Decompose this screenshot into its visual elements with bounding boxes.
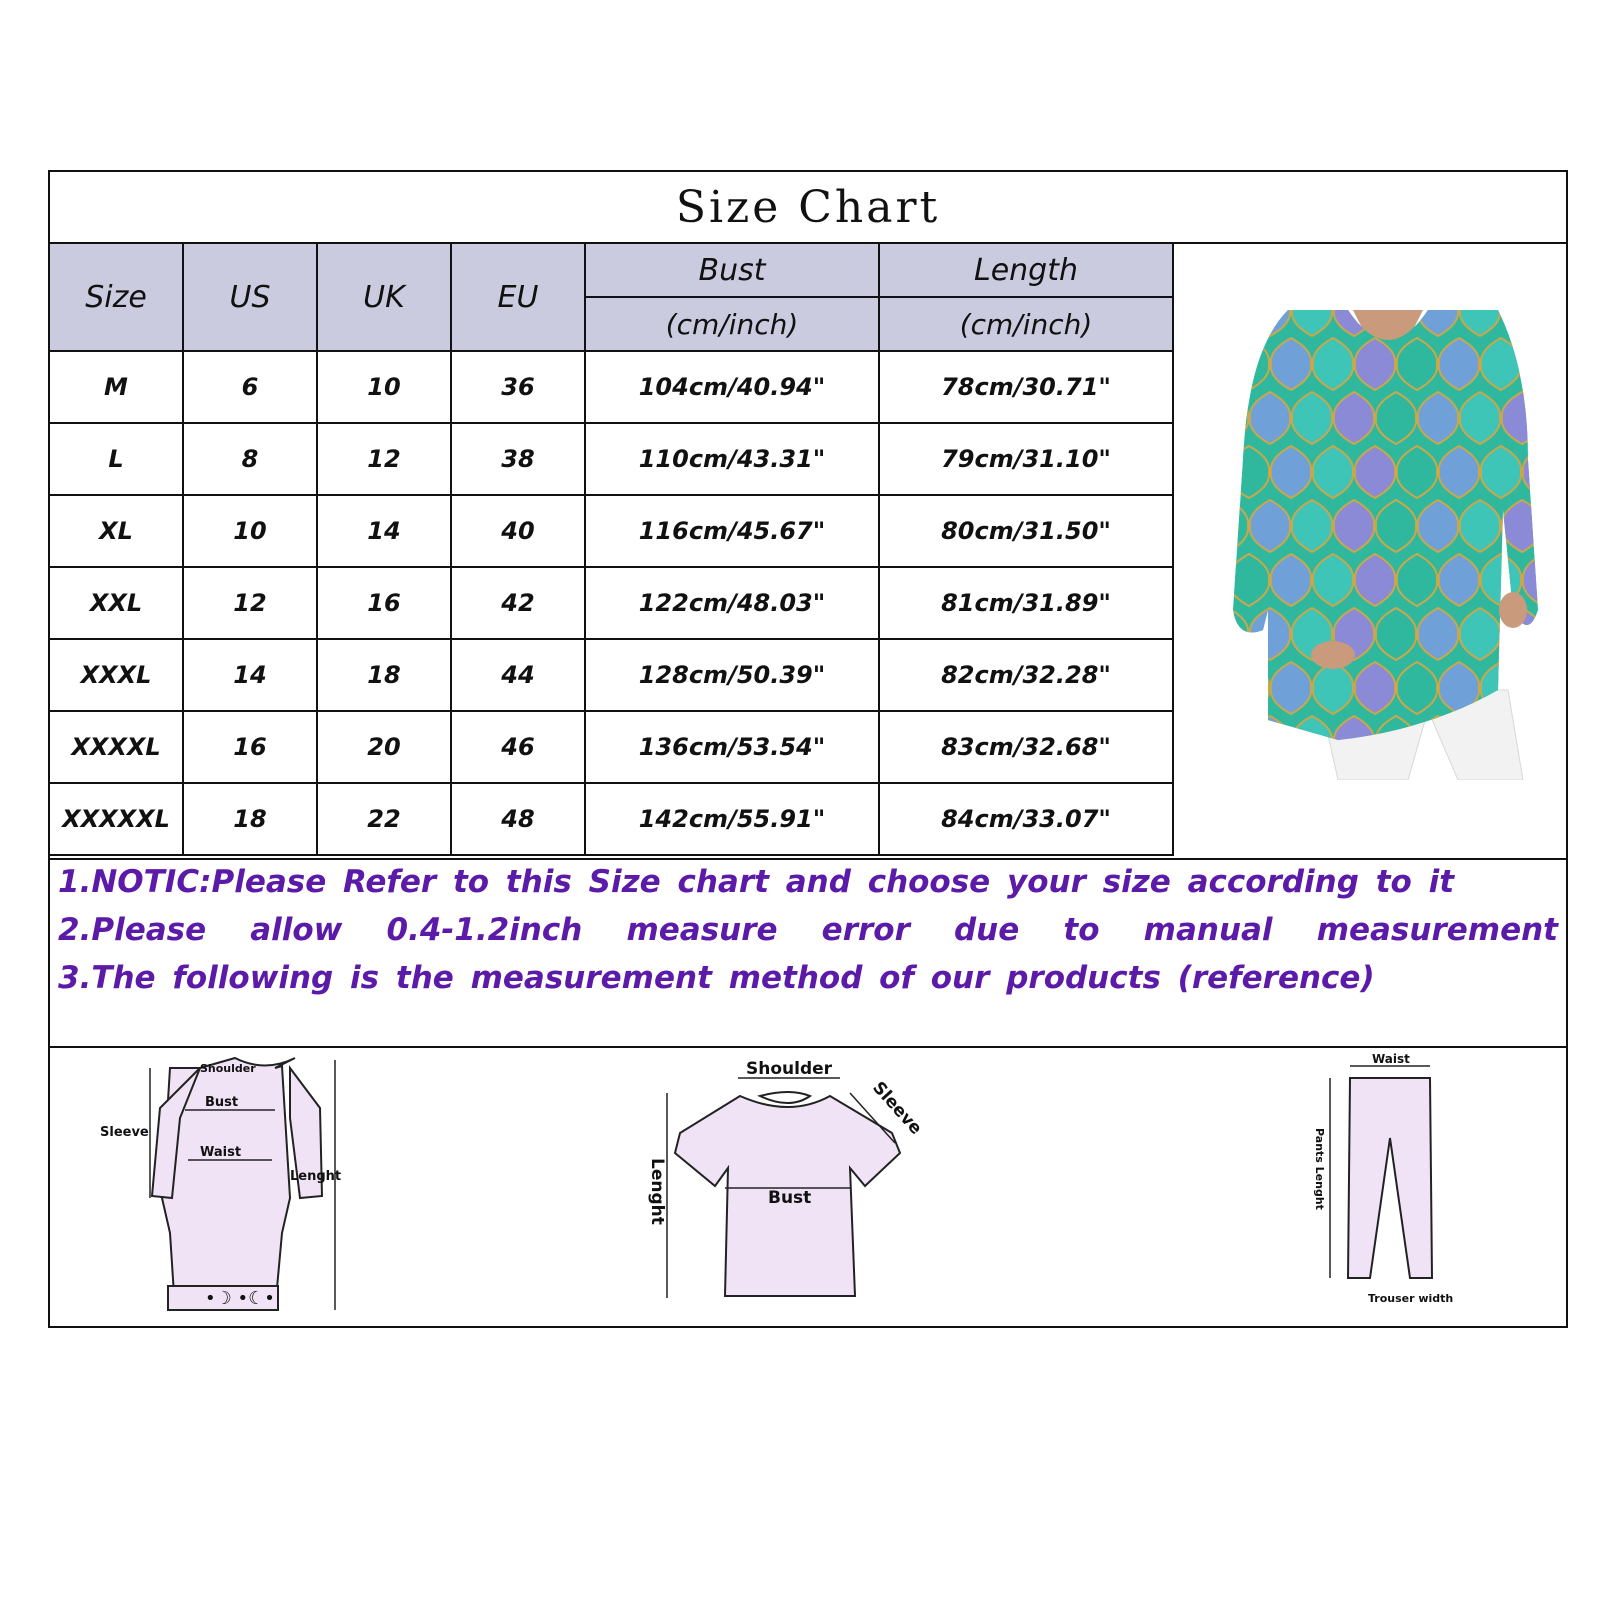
cell-bust: 142cm/55.91"	[585, 783, 879, 855]
cell-size: M	[49, 351, 183, 423]
cell-bust: 128cm/50.39"	[585, 639, 879, 711]
table-row	[49, 711, 1173, 783]
size-table	[48, 242, 1174, 856]
table-row	[49, 495, 1173, 567]
cell-length: 82cm/32.28"	[879, 639, 1173, 711]
header-uk: UK	[317, 243, 451, 351]
note-word: error	[821, 912, 910, 948]
header-length-unit: (cm/inch)	[879, 297, 1173, 351]
cell-length: 79cm/31.10"	[879, 423, 1173, 495]
table-row	[49, 639, 1173, 711]
tshirt-bust-label: Bust	[768, 1188, 812, 1208]
size-chart-frame	[48, 170, 1568, 1328]
dress-diagram	[100, 1058, 341, 1310]
cell-size: XXXL	[49, 639, 183, 711]
header-eu: EU	[451, 243, 585, 351]
dress-waist-label: Waist	[200, 1145, 242, 1160]
notes-section	[50, 858, 1566, 1048]
cell-bust: 116cm/45.67"	[585, 495, 879, 567]
cell-length: 84cm/33.07"	[879, 783, 1173, 855]
cell-length: 80cm/31.50"	[879, 495, 1173, 567]
cell-us: 18	[183, 783, 317, 855]
tshirt-shoulder-label: Shoulder	[746, 1059, 833, 1079]
table-row	[49, 423, 1173, 495]
dress-shoulder-label: Shoulder	[200, 1062, 256, 1075]
pants-waist-label: Waist	[1372, 1052, 1410, 1066]
cell-us: 12	[183, 567, 317, 639]
cell-size: L	[49, 423, 183, 495]
cell-bust: 110cm/43.31"	[585, 423, 879, 495]
dress-sleeve-label: Sleeve	[100, 1125, 149, 1140]
measurement-diagrams	[50, 1048, 1566, 1328]
pants-length-label: Pants Lenght	[1313, 1128, 1326, 1210]
cell-bust: 104cm/40.94"	[585, 351, 879, 423]
note-line-2	[58, 912, 1558, 948]
pants-diagram	[1313, 1052, 1453, 1305]
cell-uk: 20	[317, 711, 451, 783]
note-word: measure	[626, 912, 778, 948]
title-row	[50, 172, 1566, 244]
product-photo	[1228, 310, 1548, 780]
note-word: due	[953, 912, 1020, 948]
cell-size: XXL	[49, 567, 183, 639]
cell-bust: 122cm/48.03"	[585, 567, 879, 639]
pants-width-label: Trouser width	[1368, 1292, 1454, 1305]
note-word: measurement	[1316, 912, 1558, 948]
dress-bust-label: Bust	[205, 1095, 239, 1110]
cell-eu: 40	[451, 495, 585, 567]
cell-uk: 10	[317, 351, 451, 423]
tshirt-length-label: Lenght	[647, 1158, 667, 1225]
cell-eu: 36	[451, 351, 585, 423]
cell-size: XL	[49, 495, 183, 567]
cell-uk: 22	[317, 783, 451, 855]
cell-size: XXXXL	[49, 711, 183, 783]
tshirt-sleeve-label: Sleeve	[868, 1077, 926, 1139]
cell-eu: 38	[451, 423, 585, 495]
cell-us: 6	[183, 351, 317, 423]
cell-us: 8	[183, 423, 317, 495]
note-line-3: 3.The following is the measurement method of our products (reference)	[58, 960, 1375, 996]
cell-uk: 14	[317, 495, 451, 567]
note-word: to	[1063, 912, 1100, 948]
cell-us: 16	[183, 711, 317, 783]
svg-text:•☽ •☾•: •☽ •☾•	[205, 1288, 275, 1309]
cell-eu: 42	[451, 567, 585, 639]
note-word: 0.4-1.2inch	[386, 912, 583, 948]
table-row	[49, 783, 1173, 855]
header-length: Length	[879, 243, 1173, 297]
cell-us: 10	[183, 495, 317, 567]
note-word: manual	[1143, 912, 1273, 948]
header-bust: Bust	[585, 243, 879, 297]
cell-uk: 16	[317, 567, 451, 639]
table-row	[49, 567, 1173, 639]
header-bust-unit: (cm/inch)	[585, 297, 879, 351]
header-size: Size	[49, 243, 183, 351]
table-row	[49, 351, 1173, 423]
cell-size: XXXXXL	[49, 783, 183, 855]
cell-uk: 12	[317, 423, 451, 495]
cell-eu: 46	[451, 711, 585, 783]
page-title: Size Chart	[675, 182, 941, 233]
dress-length-label: Lenght	[290, 1169, 342, 1184]
note-word: 2.Please	[58, 912, 207, 948]
cell-length: 83cm/32.68"	[879, 711, 1173, 783]
note-line-1: 1.NOTIC:Please Refer to this Size chart and choose your size according to it	[58, 864, 1455, 900]
cell-uk: 18	[317, 639, 451, 711]
header-us: US	[183, 243, 317, 351]
cell-eu: 48	[451, 783, 585, 855]
cell-length: 81cm/31.89"	[879, 567, 1173, 639]
note-word: allow	[250, 912, 343, 948]
tshirt-diagram	[647, 1059, 926, 1298]
cell-bust: 136cm/53.54"	[585, 711, 879, 783]
cell-us: 14	[183, 639, 317, 711]
cell-eu: 44	[451, 639, 585, 711]
cell-length: 78cm/30.71"	[879, 351, 1173, 423]
